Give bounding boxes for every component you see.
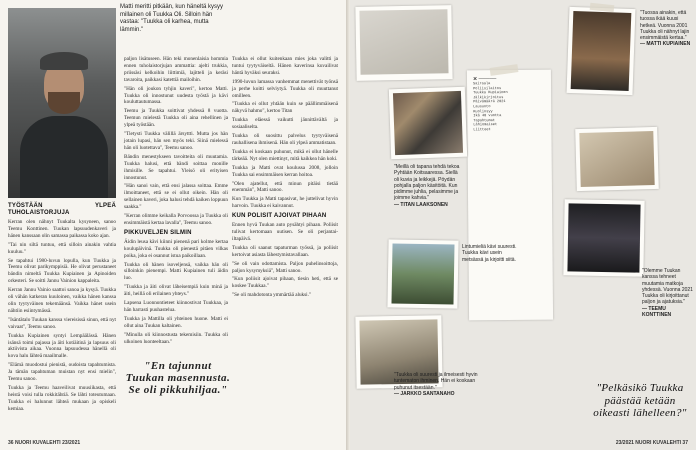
photo-card-top: [355, 5, 452, 81]
paragraph: "Kun poliisit ajoivat pihaan, tiesin heti, että se koskee Tuukkaa.": [232, 276, 338, 290]
page-folio-right: 23/2021 NUORI KUVALEHTI 37: [615, 440, 688, 446]
document-line: Poliisilaitos: [473, 86, 502, 91]
caption-paintings-text: "Meillä oli tapana tehdä tekoa Pyhtään Koitsaaressa. Siellä oli kuvia ja leikkejä. Pöydän pohjalla paljon käsitöitä. Kun pidimme juhlia, pelasimme ja joimme kahvia.": [394, 164, 460, 202]
document-line: Tuukka Kupiainen: [473, 91, 508, 96]
photo-card-group: [575, 127, 659, 191]
document-line: Lausunto: [473, 105, 491, 110]
group-photo: [579, 131, 654, 187]
paragraph: Tuukka oli suosittu palvelus tyytyväisenä rauhallisena ihmisenä. Hän oli ylpeä ammatistaan.: [232, 133, 338, 146]
caption-paintings: [394, 164, 464, 208]
paragraph: Tuukka ja Mattilla oli yhteinen huone. Matti ei ollut aina Tuukan kaltainen.: [124, 315, 228, 329]
forest-photo: [391, 243, 454, 304]
column-2: [124, 56, 228, 348]
portrait-photo: [8, 8, 116, 198]
caption-teemu: [640, 10, 692, 48]
document-line: Kuolinsyy: [473, 109, 493, 114]
caption-paintings-credit: — TITAN LAAKSONEN: [394, 201, 448, 208]
paragraph: Kun Tuukka ja Matti tapasivat, he juttelivat hyvin harvoin. Tuukka ei kaivannut.: [232, 196, 338, 210]
paragraph: Bändin menestykseen tavoitteita oli muutamia. Tuukka halusi, että bändi soittaa monille ihmisille. Se tapahtui. Yleisö oli erityisen innostunut.: [124, 153, 228, 181]
paragraph: paljon lisätuseen. Hän teki monenlaisia hommia ennen tuholaistorjujan ammattia: ajelti trukkia, priissäsi kelkoihin liittimiä, lajitteli ja keräsi tavaroita, paikkasi katettiä mailoihin.: [124, 56, 228, 83]
paragraph: "Se oli mahdotonta ymmärtää aluksi.": [232, 292, 312, 299]
paragraph: "Elämä muodostui pienistä, oudoista tapahtumista. Ja tämän tapahtuman muistan nyt ensi mielin", Teemu sanoo.: [8, 362, 116, 383]
official-document: [467, 70, 553, 321]
paragraph: Kerran Jannu Vainio saattoi sanoa ja kysyä. Tuukka oli vähän katkeran kuuloinen, vaikka hänen kanssa olin tyytyväinen tekemäänsä. Vaikka hänet usein nähtiin esiintymässä.: [8, 287, 116, 314]
section-heading-1: TYÖSTÄÄN YLPEÄ TUHOLAISTORJUJA: [8, 203, 116, 216]
faded-photo: [359, 9, 448, 75]
caption-right-text: "Olemme Tuukan kanssa tehneet muutamia matkoja yhdessä. Vuonna 2021 Tuukka oli kirjoittanut paljon ja ajatuksia.": [642, 268, 693, 306]
stage-photo: [567, 203, 640, 272]
caption-jarkko: [394, 372, 478, 397]
caption-jarkko-credit: — JARKKO SANTANAHO: [394, 390, 455, 397]
caption-teemu-text: "Tuossa ainakin, että tuossa ikää kuusi hetkeä. Vuonna 2001 Tuukka oli nähnyt lajin ensimmäistä kertaa.": [640, 10, 690, 42]
paragraph: "Olen ajatellut, että minun pitäisi tietää enemmän", Matti sanoo.: [232, 180, 338, 194]
document-line: Tapahtumat: [473, 118, 495, 124]
pull-quote-right: "Pelkäsikö Tuukka päästää ketään oikeasti lähelleen?": [593, 382, 687, 419]
document-line: Sairaala: [473, 82, 491, 87]
paragraph: Kerran olen nähnyt Tuukalta kysyneen, sanoo Teemu Konttinen. Tuukan lapsuudenkaveri ja hänen kanssaan olin samassa paikassa koko ajan.: [8, 219, 116, 239]
document-text: [473, 76, 545, 133]
section-heading-2: PIKKUVELJEN SILMIN: [124, 229, 192, 236]
paragraph: "Tuukka ja äiti olivat läheisempiä kuin minä ja äiti, heillä oli erilainen yhteys.": [124, 284, 228, 298]
caption-forest: Lintumieliä kävi suuresti. Tuukka kävi usein metsässä ja kirjoitti siitä.: [462, 244, 517, 263]
paragraph: "Se oli vain odottamista. Paljon puhelinsoittoja, paljon kysymyksiä", Matti sanoo.: [232, 260, 338, 274]
paragraph: "Hän oli joukon tyhjin kaveri", kertoo Matti. Tuukka oli innostunut uudesta työstä ja kävi kouluttautumassa.: [124, 85, 228, 106]
paragraph: Tuukka ei ollut kuitenkaan mies joka valitti ja tuntui tyytyväiseltä. Hänen kaverinsa kuvailivat häntä hyväksi seuraksi.: [232, 56, 338, 76]
document-line: Ikä 40 vuotta: [473, 114, 502, 119]
paragraph: Ennen hyvä Tuukan auto pysähtyi pihaan. Poliisit tulivat kertomaan uutisen. Se oli perjantai-iltapäivä.: [232, 222, 338, 242]
document-line: Päivämäärä 2021: [473, 100, 506, 105]
portrait-caption: Matti meritti pitkään, kun häneltä kysyy millainen oli Tuukka Oli. Silloin hän vastaa: "Tuukka oli karhea, mutta lämmin.": [120, 4, 224, 33]
paragraph: Tuukka ja Teemu haaveilivat muusiikasta, että heistä voisi tulla rokkitähtiä. Se lähti toteutumaan. Tuukka ei halunnut lähteä mukaan ja opiskeli kemiaa.: [8, 384, 116, 412]
caption-right-credit: — TEEMU KONTTINEN: [642, 305, 672, 319]
paragraph: "Tai nin siltä tuntuu, että silloin ainakin vahtia kuuluu.": [8, 241, 116, 255]
paragraph: "Tuukka ei ollut yhtään kuin se päällimmäisenä näkyvä hahmo", kertoo Titan: [232, 101, 338, 115]
paragraph: Tuukka ei koskaan puhunut, mikä ei ollut hänelle tärkeää. Nyt olen miettinyt, mitä kaikkea hän koki.: [232, 148, 338, 162]
portrait-body: [20, 116, 108, 198]
document-logo: ✕ ─────: [472, 76, 497, 83]
portrait-beard: [48, 92, 80, 114]
column-1: [8, 200, 116, 415]
pull-quote-left: "En tajunnut Tuukan masennusta. Se oli pikkuhiljaa.": [125, 360, 231, 396]
paragraph: Se tapahtui 1980-luvun lopulla, kun Tuukka ja Teemu olivat parikymppisiä. He olivat perustaneet bändin nimeltä Tuukka Kupiainen ja Apinoiden orkesteri. Se soitti Jannu Vainion kappaleita.: [8, 257, 116, 285]
photo-card-paintings: [389, 87, 467, 160]
document-line: Jälkikirjoitus: [473, 95, 504, 101]
paragraph: "Isäntätalo Tuukan kanssa viereisissä sinun, että nyt vaivaat", Teemu sanoo.: [8, 316, 116, 330]
right-page: [350, 0, 696, 450]
paragraph: "Tietysti Tuukka välillä ärsyttti. Mutta jos hän jotain lupasi, hän sen myös teki. Siinä mielessä hän oli luotettava", Teemu sanoo.: [124, 131, 228, 151]
photo-card-forest: [387, 239, 458, 308]
section-heading-3: KUN POLISIT AJOIVAT PIHAAN: [232, 213, 327, 220]
left-page: [0, 0, 346, 450]
paragraph: Teemu ja Tuukka soittivat yhdessä 8 vuotta. Teemun mielestä Tuukka oli aina rehellinen ja ylpeä työstään.: [124, 108, 228, 129]
page-folio-left: 36 NUORI KUVALEHTI 23/2021: [8, 440, 81, 446]
paragraph: Tuukka eläessä vaikutti jännittävältä ja sosiaaliselta.: [232, 117, 338, 131]
caption-teemu-credit: — MATTI KUPIAINEN: [640, 41, 691, 48]
hands-photo: [571, 11, 632, 91]
photo-card-hands: [567, 7, 636, 95]
paragraph: Tuukka ja Matti ovat koulussa 2008, jolloin Tuukka sai ensimmäisen kerran hoitoa.: [232, 164, 338, 178]
paragraph: "Minulla oli kiinnostusta tekemisiin. Tuukka oli ulkoinen luonteeltaan.": [124, 331, 228, 345]
paragraph: Tuukka Kupiainen syntyi Lempäälässä. Hänen isänsä toimi pajassa ja äiti kotiäitinä ja lapsuus oli aktiivista aikaa. Vuonna lapsuudessa hänellä oli kova halu lähteä maailmalle.: [8, 332, 116, 360]
paragraph: Äidin leusa kävi kiinni pienenä pari kolme kertaa koulupäivinä. Tuukka oli pienestä pitäen vilkas poika, joka ei osannut istua paikoillaan.: [124, 238, 228, 259]
paragraph: "Kerran olimme keikalla Porvoossa ja Tuukka oli ensimmäistä kertaa lavalla", Teemu sanoo.: [124, 213, 228, 226]
photo-card-stage: [563, 199, 644, 276]
document-line: Lähiomaiset: [473, 123, 498, 128]
paragraph: Lapsena Luonnontieteet kiinnostivat Tuukkaa, ja hän harrasti puuhastelua.: [124, 300, 228, 313]
paragraph: Tuukka oli hänen isoveljensä, vaikka hän oli silloinkin pienempi. Matti Kupiainen tuli äidin luo.: [124, 261, 228, 282]
paragraph: 1990-luvun lamassa vanhemmat menettivät työnsä ja perhe koitti selviytyä. Tuukka oli muuttanut omilleen.: [232, 78, 338, 99]
document-line: Liitteet: [473, 128, 491, 133]
column-3: [232, 56, 338, 301]
paintings-photo: [393, 91, 463, 155]
caption-jarkko-text: "Tuukka oli suuresti ja ilmeisesti hyvin tuntematon ihminen. Hän ei koskaan puhunut itsestään.": [394, 372, 478, 391]
paragraph: Tuukka oli saanut tapaturman työssä, ja poliisit kertoivat asiasta lähestymistavallaan.: [232, 244, 338, 258]
caption-right: [642, 268, 694, 318]
portrait-cap: [40, 52, 88, 70]
paragraph: "Hän sanoi vain, että ensi jalassa soittaa. Emme ilmoittaneet, että se ei ollut oikein. Hän oli sellainen kaveri, joka halusi tehdä kaiken loppuun saakka.": [124, 183, 228, 211]
